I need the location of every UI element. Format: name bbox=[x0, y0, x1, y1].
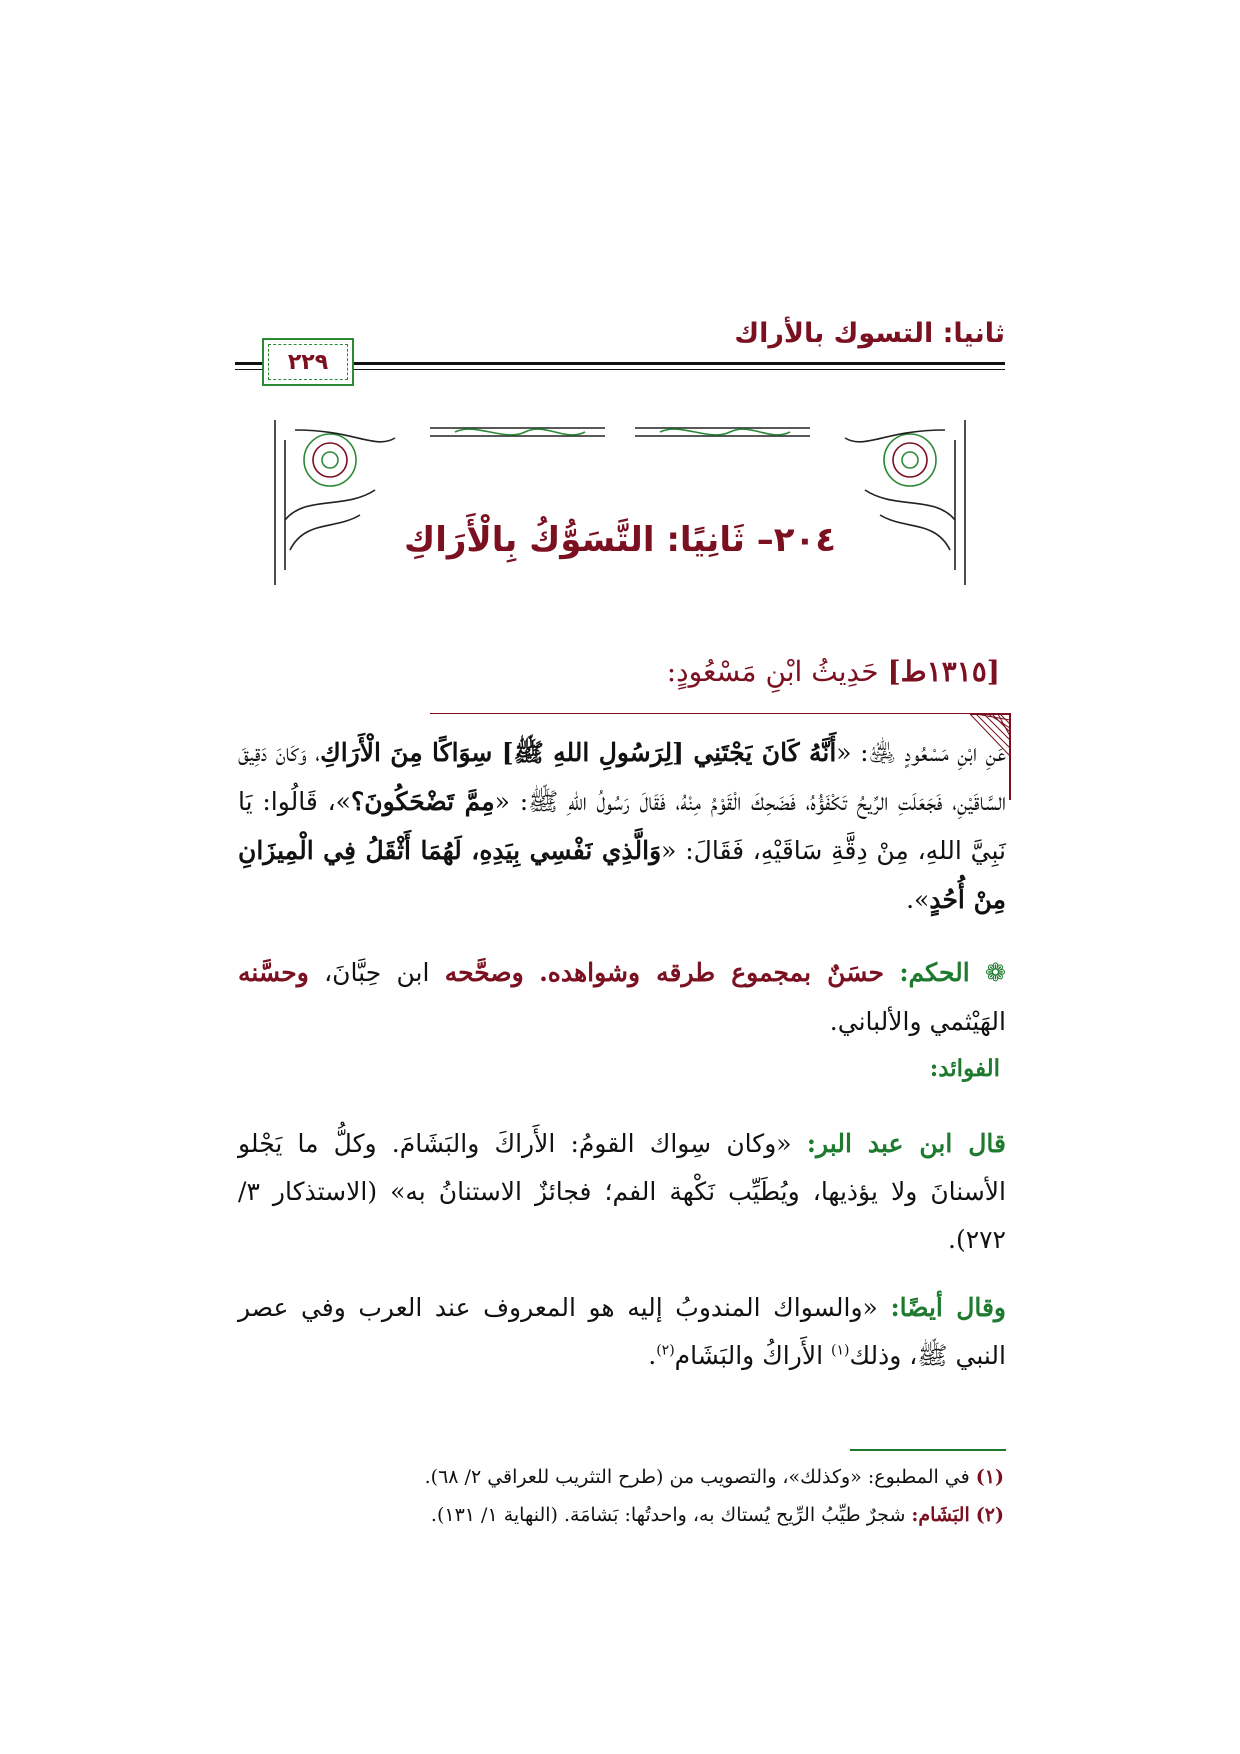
ruling-sahh: وصحَّحه bbox=[444, 958, 524, 987]
hadith-text-part: عَنِ ابْنِ مَسْعُودٍ ﵁: « bbox=[836, 738, 1007, 767]
ruling-sahh-by: ابن حِبَّانَ، bbox=[324, 958, 430, 987]
page-number: ٢٢٩ bbox=[287, 349, 329, 375]
hadith-title: حَدِيثُ ابْنِ مَسْعُودٍ: bbox=[666, 655, 879, 688]
speaker: قال ابن عبد البر: bbox=[806, 1129, 1007, 1158]
hadith-text-part: »، قَالُوا: يَا نَبِيَّ اللهِ، مِنْ دِقَّةِ سَاقَيْهِ، فَقَالَ: « bbox=[238, 787, 1006, 865]
benefits-heading: الفوائد: bbox=[929, 1055, 1000, 1082]
footnote-1 bbox=[234, 1462, 1004, 1492]
hadith-quote: مِمَّ تَضْحَكُونَ؟ bbox=[350, 787, 495, 816]
rosette-right-icon bbox=[845, 420, 965, 585]
ruling-label: الحكم: bbox=[899, 958, 970, 987]
footnote-number: (٢) bbox=[975, 1504, 1004, 1526]
hadith-text-part: ، وَكَانَ دَقِيقَ السَّاقَيْنِ، فَجَعَلَتِ الرِّيحُ تَكْفَؤُهُ، فَضَحِكَ الْقَوْمُ مِنْهُ، فَقَالَ رَسُولُ اللهِ ﷺ: « bbox=[238, 738, 1006, 816]
benefit-text: . bbox=[648, 1341, 657, 1370]
ruling-grade: حسَنٌ بمجموع طرقه وشواهده. bbox=[539, 958, 884, 987]
running-title: ثانيا: التسوك بالأراك bbox=[734, 318, 1005, 349]
footnote-2 bbox=[234, 1500, 1004, 1530]
hadith-text bbox=[238, 728, 1006, 924]
section-title: ٢٠٤– ثَانِيًا: التَّسَوُّكُ بِالْأَرَاكِ bbox=[404, 520, 836, 560]
benefit-text: «والسواك المندوبُ إليه هو المعروف عند العرب وفي عصر النبي ﷺ، وذلك bbox=[238, 1293, 1006, 1370]
benefit-text: «وكان سِواك القومُ: الأَراكَ والبَشَامَ. وكلُّ ما يَجْلو الأسنانَ ولا يؤذيها، ويُطَيِّب نَكْهة الفم؛ فجائزٌ الاستنانُ به» (الاستذكار ٣/ ٢٧٢). bbox=[238, 1129, 1006, 1254]
hadith-rule bbox=[430, 713, 975, 714]
footnote-text: شجرٌ طيِّبُ الرِّيح يُستاك به، واحدتُها: بَشامَة. (النهاية ١/ ١٣١). bbox=[430, 1504, 906, 1526]
ruling bbox=[238, 948, 1006, 1046]
footnote-label: البَشَام: bbox=[911, 1504, 970, 1526]
rosette-left-icon bbox=[275, 420, 395, 585]
benefit-paragraph-2 bbox=[238, 1284, 1006, 1380]
benefit-text: الأَراكُ والبَشَام bbox=[674, 1341, 824, 1370]
flower-icon: ❁ bbox=[985, 958, 1006, 987]
speaker: وقال أيضًا: bbox=[890, 1293, 1007, 1322]
hadith-text-part: ». bbox=[906, 885, 930, 914]
hadith-quote: أَنَّهُ كَانَ يَجْتَنِي [لِرَسُولِ اللهِ ﷺ] سِوَاكًا مِنَ الْأَرَاكِ bbox=[320, 738, 837, 767]
footnote-rule bbox=[850, 1449, 1006, 1451]
hadith-heading bbox=[667, 655, 1000, 688]
ruling-hassan-by: الهَيْثمي والألباني. bbox=[829, 1007, 1006, 1036]
footnote-number: (١) bbox=[975, 1466, 1004, 1488]
footnote-text: في المطبوع: «وكذلك»، والتصويب من (طرح التثريب للعراقي ٢/ ٦٨). bbox=[424, 1466, 970, 1488]
benefit-paragraph-1 bbox=[238, 1120, 1006, 1264]
ornament-frame bbox=[265, 420, 975, 600]
footnote-ref[interactable]: (٢) bbox=[656, 1342, 675, 1359]
page-number-box bbox=[262, 338, 354, 386]
ruling-hassan: وحسَّنه bbox=[238, 958, 309, 987]
hadith-quote: وَالَّذِي نَفْسِي بِيَدِهِ، لَهُمَا أَثْقَلُ فِي الْمِيزَانِ مِنْ أُحُدٍ bbox=[238, 836, 1006, 914]
footnote-ref[interactable]: (١) bbox=[830, 1342, 850, 1359]
top-band-icon bbox=[430, 428, 810, 436]
hadith-number: [١٣١٥ط] bbox=[887, 655, 1000, 688]
